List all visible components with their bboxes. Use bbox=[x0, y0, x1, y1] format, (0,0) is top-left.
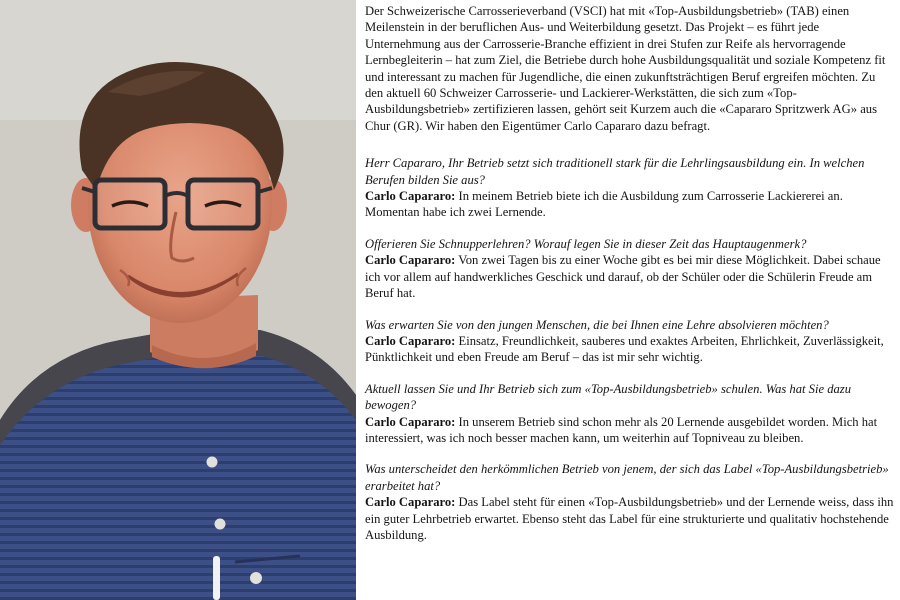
answer-text: Das Label steht für einen «Top-Ausbildungsbetrieb» und der Lernende weiss, dass ihn ein guter Lehrbetrieb erwartet. Ebenso steht das Label für eine strukturierte und qualitativ hochstehende Ausbildung. bbox=[365, 495, 894, 542]
pen-in-pocket bbox=[213, 556, 220, 600]
answer-text: In meinem Betrieb biete ich die Ausbildung zum Carrosserie Lackiererei an. Momentan habe ich zwei Lernende. bbox=[365, 189, 843, 220]
answer-text: Einsatz, Freundlichkeit, sauberes und exaktes Arbeiten, Ehrlichkeit, Zuverlässigkeit, Pünktlichkeit und eben Freude am Beruf – das ist mir sehr wichtig. bbox=[365, 333, 884, 365]
portrait-illustration bbox=[0, 0, 356, 600]
shirt-button bbox=[207, 457, 218, 468]
interview-answer bbox=[365, 333, 895, 366]
interview-question: Offerieren Sie Schnupperlehren? Worauf legen Sie in dieser Zeit das Hauptaugenmerk? bbox=[365, 236, 807, 251]
speaker-label: Carlo Capararo: bbox=[365, 333, 456, 348]
qa-block bbox=[365, 381, 895, 447]
interview-question: Was unterscheidet den herkömmlichen Betrieb von jenem, der sich das Label «Top-Ausbildungsbetrieb» erarbeitet hat? bbox=[365, 462, 889, 493]
intro-paragraph: Der Schweizerische Carrosserieverband (VSCI) hat mit «Top-Ausbildungsbetrieb» (TAB) einen Meilenstein in der beruflichen Aus- und Weiterbildung gesetzt. Das Projekt – es führt jede Unternehmung aus der Carrosserie-Branche effizient in drei Stufen zur Reife als hervorragende Lernbegleiterin – hat zum Ziel, die Betriebe durch hohe Ausbildungsqualität und soziale Kompetenz fit und interessant zu machen für Jugendliche, die einen zukunftsträchtigen Beruf ergreifen möchten. Zu den aktuell 60 Schweizer Carrosserie- und Lackierer-Werkstätten, die sich zum «Top-Ausbildungsbetrieb» zertifizieren lassen, gehört seit Kurzem auch die «Capararo Spritzwerk AG» aus Chur (GR). Wir haben den Eigentümer Carlo Capararo dazu befragt. bbox=[365, 4, 886, 133]
qa-block bbox=[365, 317, 895, 366]
interview-article bbox=[365, 3, 895, 558]
qa-block bbox=[365, 155, 895, 221]
interview-answer bbox=[365, 188, 895, 221]
answer-text: Von zwei Tagen bis zu einer Woche gibt es bei mir diese Möglichkeit. Dabei schaue ich vor allem auf handwerkliches Geschick und darauf, ob der Schüler oder die Schülerin Freude am Beruf hat. bbox=[365, 253, 881, 301]
portrait-photo bbox=[0, 0, 356, 600]
speaker-label: Carlo Capararo: bbox=[365, 189, 456, 204]
shirt-button bbox=[250, 572, 262, 584]
speaker-label: Carlo Capararo: bbox=[365, 414, 456, 429]
interview-answer bbox=[365, 494, 895, 543]
interview-answer bbox=[365, 252, 895, 301]
speaker-label: Carlo Capararo: bbox=[365, 495, 456, 510]
qa-block bbox=[365, 236, 895, 302]
interview-answer bbox=[365, 414, 895, 447]
speaker-label: Carlo Capararo: bbox=[365, 253, 456, 268]
interview-question: Was erwarten Sie von den jungen Menschen, die bei Ihnen eine Lehre absolvieren möchten? bbox=[365, 317, 829, 332]
answer-text: In unserem Betrieb sind schon mehr als 20 Lernende ausgebildet worden. Mich hat interessiert, was ich noch besser machen kann, um weiterhin auf Topniveau zu bleiben. bbox=[365, 414, 878, 445]
qa-block bbox=[365, 461, 895, 543]
interview-question: Aktuell lassen Sie und Ihr Betrieb sich zum «Top-Ausbildungsbetrieb» schulen. Was hat Sie dazu bewogen? bbox=[365, 381, 851, 413]
shirt-button bbox=[215, 519, 226, 530]
interview-question: Herr Capararo, Ihr Betrieb setzt sich traditionell stark für die Lehrlingsausbildung ein. In welchen Berufen bilden Sie aus? bbox=[365, 156, 865, 187]
